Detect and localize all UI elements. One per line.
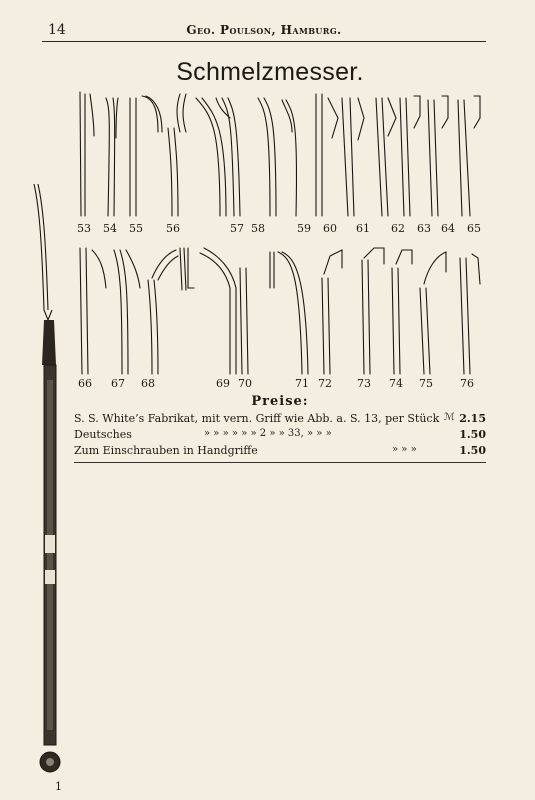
instrument-75	[420, 252, 446, 374]
running-head: Geo. Poulson, Hamburg.	[186, 23, 342, 37]
figure-number-59: 59	[297, 222, 311, 235]
figure-number-72: 72	[318, 377, 332, 390]
price-label: Zum Einschrauben in Handgriffe	[74, 444, 258, 457]
figure-number-64: 64	[441, 222, 455, 235]
figure-number-53: 53	[77, 222, 91, 235]
instrument-64	[428, 96, 448, 216]
instrument-67	[114, 250, 140, 374]
instrument-62	[376, 98, 396, 216]
instrument-60	[316, 94, 338, 216]
price-label: S. S. White’s Fabrikat, mit vern. Griff wie Abb. a. S. 13, per Stück	[74, 412, 440, 425]
price-line-einschrauben	[74, 444, 486, 459]
figure-number-65: 65	[467, 222, 481, 235]
price-amount: 2.15	[459, 412, 486, 425]
instrument-74	[392, 250, 412, 374]
instrument-70	[200, 248, 236, 374]
instrument-57-58	[196, 98, 240, 216]
instrument-illustrations	[70, 88, 490, 388]
figure-number-73: 73	[357, 377, 371, 390]
figure-number-70: 70	[238, 377, 252, 390]
figure-number-75: 75	[419, 377, 433, 390]
figure-number-54: 54	[103, 222, 117, 235]
figure-caption: 1	[55, 780, 62, 793]
figure-number-66: 66	[78, 377, 92, 390]
figure-number-68: 68	[141, 377, 155, 390]
instrument-65	[458, 96, 480, 216]
instrument-73	[362, 248, 384, 374]
price-amount: 1.50	[459, 428, 486, 441]
instrument-55	[130, 96, 162, 216]
instrument-71	[240, 252, 308, 374]
instrument-72	[322, 250, 342, 374]
figure-number-63: 63	[417, 222, 431, 235]
instrument-69	[180, 248, 194, 290]
figure-number-57: 57	[230, 222, 244, 235]
figure-number-60: 60	[323, 222, 337, 235]
instrument-59	[258, 98, 297, 216]
instrument-56	[168, 94, 186, 216]
price-line-white	[74, 412, 486, 427]
prices-heading: Preise:	[251, 394, 309, 409]
header-rule	[42, 41, 486, 42]
instrument-61	[342, 98, 364, 216]
instrument-63	[400, 96, 420, 216]
figure-number-69: 69	[216, 377, 230, 390]
figure-number-62: 62	[391, 222, 405, 235]
figure-number-76: 76	[460, 377, 474, 390]
figure-number-67: 67	[111, 377, 125, 390]
figure-number-55: 55	[129, 222, 143, 235]
ditto-marks: » » » » » » 2 » » 33, » » »	[204, 428, 332, 439]
instrument-handle-figure	[26, 180, 86, 780]
figure-number-56: 56	[166, 222, 180, 235]
price-amount: 1.50	[459, 444, 486, 457]
mark-currency-symbol: ℳ	[444, 412, 455, 423]
price-rule	[74, 462, 486, 463]
instrument-54	[106, 98, 118, 216]
instrument-68	[148, 250, 178, 374]
instrument-76	[460, 254, 480, 374]
ditto-marks: » » »	[392, 444, 417, 455]
figure-number-61: 61	[356, 222, 370, 235]
price-line-deutsches	[74, 428, 486, 443]
price-label: Deutsches	[74, 428, 132, 441]
figure-number-74: 74	[389, 377, 403, 390]
page-title: Schmelzmesser.	[176, 58, 364, 86]
page-header	[42, 14, 486, 40]
page-number: 14	[48, 22, 66, 38]
figure-number-71: 71	[295, 377, 309, 390]
figure-number-58: 58	[251, 222, 265, 235]
